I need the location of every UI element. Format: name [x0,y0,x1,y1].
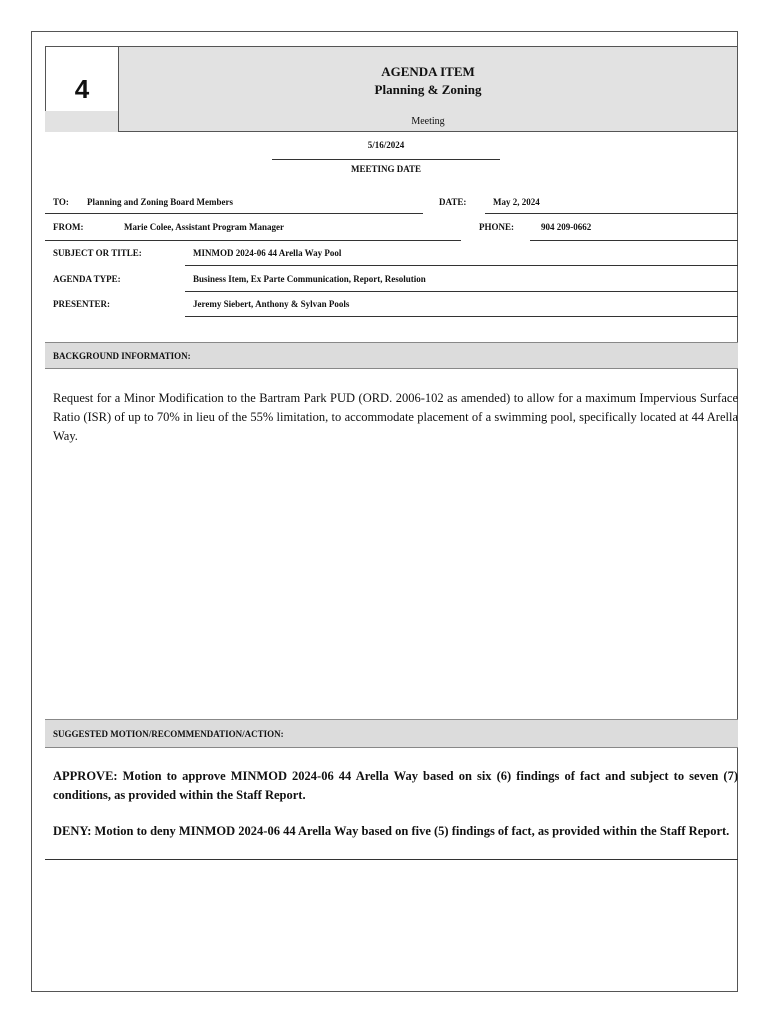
header-shade [45,111,119,132]
subject-label: SUBJECT OR TITLE: [53,248,142,258]
agenda-type-value: Business Item, Ex Parte Communication, Report, Resolution [193,274,426,284]
agenda-type-label: AGENDA TYPE: [53,274,121,284]
agenda-type-underline [185,291,738,292]
department-name: Planning & Zoning [374,82,482,97]
meeting-date-value: 5/16/2024 [367,140,405,150]
meeting-date-line [272,159,500,160]
agenda-header [118,46,738,112]
subject-underline [185,265,738,266]
background-heading: BACKGROUND INFORMATION: [45,342,738,369]
presenter-value: Jeremy Siebert, Anthony & Sylvan Pools [193,299,350,309]
date-label: DATE: [439,197,467,207]
to-underline [45,213,423,214]
to-value: Planning and Zoning Board Members [87,197,234,207]
page-frame [31,31,738,992]
from-label: FROM: [53,222,84,232]
agenda-title: AGENDA ITEM [381,64,475,79]
agenda-item-number: 4 [74,73,90,104]
background-text: Request for a Minor Modification to the Bartram Park PUD (ORD. 2006-102 as amended) to allow for a maximum Impervious Surface Ratio (ISR) of up to 70% in lieu of the 55% limitation, to accommodate placement of a swimming pool, specifically located at 44 Arella Way. [53,391,738,443]
from-underline [45,240,461,241]
presenter-label: PRESENTER: [53,299,111,309]
motion-heading: SUGGESTED MOTION/RECOMMENDATION/ACTION: [45,719,738,748]
meeting-type: Meeting [118,111,738,132]
to-label: TO: [53,197,69,207]
meeting-date-label: MEETING DATE [350,164,422,174]
subject-value: MINMOD 2024-06 44 Arella Way Pool [193,248,342,258]
date-underline [485,213,738,214]
approve-motion: APPROVE: Motion to approve MINMOD 2024-06 44 Arella Way based on six (6) findings of fact and subject to seven (7) conditions, as provided within the Staff Report. [53,769,738,802]
deny-motion: DENY: Motion to deny MINMOD 2024-06 44 Arella Way based on five (5) findings of fact, as provided within the Staff Report. [53,824,730,838]
motion-bottom-rule [45,859,738,860]
presenter-underline [185,316,738,317]
phone-underline [530,240,738,241]
phone-value: 904 209-0662 [541,222,592,232]
phone-label: PHONE: [479,222,514,232]
from-value: Marie Colee, Assistant Program Manager [124,222,285,232]
date-value: May 2, 2024 [493,197,540,207]
